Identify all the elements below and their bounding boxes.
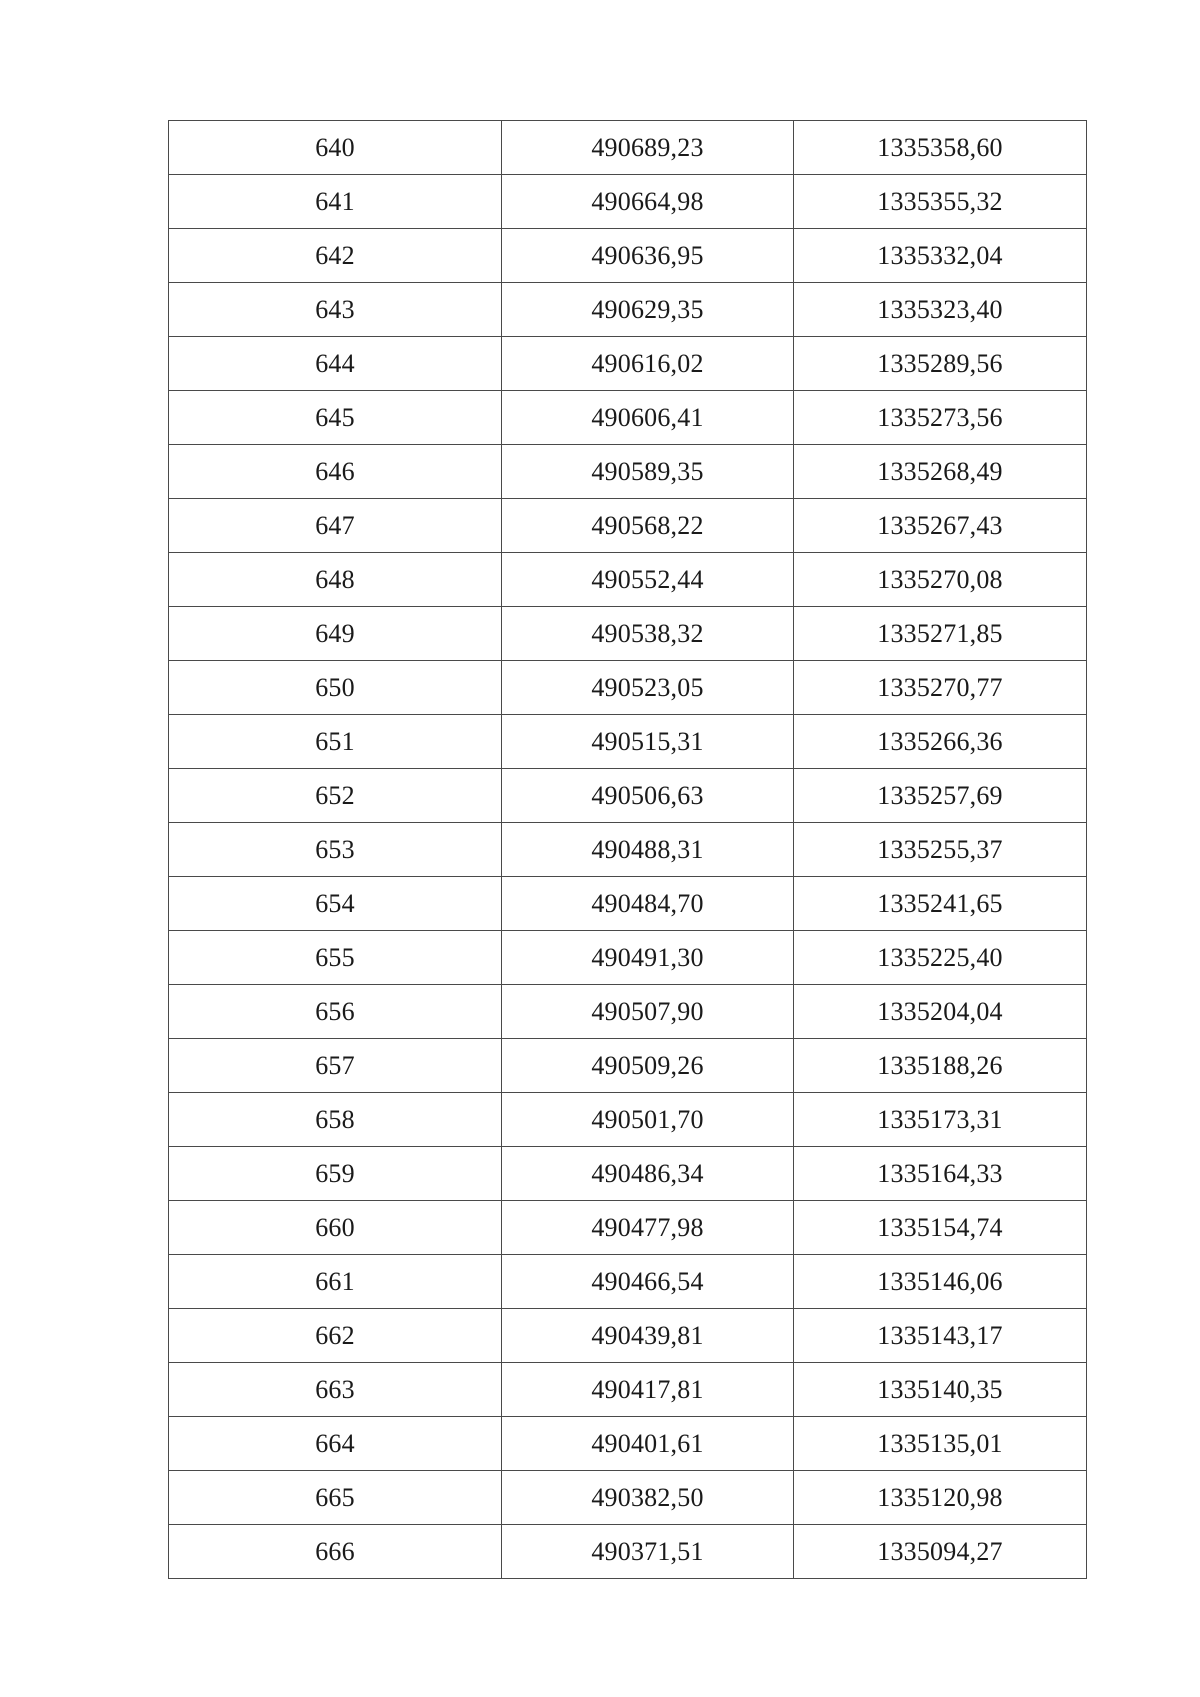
point-number-cell: 649 [169,607,502,661]
coordinates-table-body [169,121,1087,1579]
x-coordinate-cell: 490382,50 [502,1471,794,1525]
point-number-cell: 661 [169,1255,502,1309]
x-coordinate-cell: 490589,35 [502,445,794,499]
table-row [169,769,1087,823]
point-number-cell: 658 [169,1093,502,1147]
x-coordinate-cell: 490484,70 [502,877,794,931]
point-number-cell: 663 [169,1363,502,1417]
point-number-cell: 644 [169,337,502,391]
point-number-cell: 655 [169,931,502,985]
table-row [169,823,1087,877]
table-row [169,121,1087,175]
x-coordinate-cell: 490629,35 [502,283,794,337]
y-coordinate-cell: 1335225,40 [794,931,1087,985]
point-number-cell: 659 [169,1147,502,1201]
x-coordinate-cell: 490664,98 [502,175,794,229]
point-number-cell: 652 [169,769,502,823]
x-coordinate-cell: 490401,61 [502,1417,794,1471]
y-coordinate-cell: 1335270,77 [794,661,1087,715]
y-coordinate-cell: 1335289,56 [794,337,1087,391]
x-coordinate-cell: 490488,31 [502,823,794,877]
y-coordinate-cell: 1335332,04 [794,229,1087,283]
y-coordinate-cell: 1335094,27 [794,1525,1087,1579]
table-row [169,1363,1087,1417]
x-coordinate-cell: 490507,90 [502,985,794,1039]
table-row [169,1471,1087,1525]
x-coordinate-cell: 490417,81 [502,1363,794,1417]
point-number-cell: 643 [169,283,502,337]
point-number-cell: 648 [169,553,502,607]
point-number-cell: 646 [169,445,502,499]
x-coordinate-cell: 490552,44 [502,553,794,607]
table-row [169,445,1087,499]
point-number-cell: 640 [169,121,502,175]
table-row [169,931,1087,985]
table-row [169,337,1087,391]
y-coordinate-cell: 1335146,06 [794,1255,1087,1309]
point-number-cell: 641 [169,175,502,229]
point-number-cell: 653 [169,823,502,877]
table-row [169,661,1087,715]
point-number-cell: 665 [169,1471,502,1525]
y-coordinate-cell: 1335188,26 [794,1039,1087,1093]
y-coordinate-cell: 1335271,85 [794,607,1087,661]
y-coordinate-cell: 1335204,04 [794,985,1087,1039]
point-number-cell: 657 [169,1039,502,1093]
x-coordinate-cell: 490439,81 [502,1309,794,1363]
point-number-cell: 654 [169,877,502,931]
x-coordinate-cell: 490486,34 [502,1147,794,1201]
y-coordinate-cell: 1335355,32 [794,175,1087,229]
x-coordinate-cell: 490689,23 [502,121,794,175]
point-number-cell: 651 [169,715,502,769]
y-coordinate-cell: 1335241,65 [794,877,1087,931]
table-row [169,499,1087,553]
y-coordinate-cell: 1335120,98 [794,1471,1087,1525]
point-number-cell: 647 [169,499,502,553]
table-row [169,985,1087,1039]
table-row [169,1201,1087,1255]
x-coordinate-cell: 490371,51 [502,1525,794,1579]
y-coordinate-cell: 1335255,37 [794,823,1087,877]
y-coordinate-cell: 1335154,74 [794,1201,1087,1255]
y-coordinate-cell: 1335135,01 [794,1417,1087,1471]
table-row [169,283,1087,337]
x-coordinate-cell: 490506,63 [502,769,794,823]
coordinates-table [168,120,1087,1579]
y-coordinate-cell: 1335140,35 [794,1363,1087,1417]
y-coordinate-cell: 1335268,49 [794,445,1087,499]
x-coordinate-cell: 490515,31 [502,715,794,769]
x-coordinate-cell: 490491,30 [502,931,794,985]
table-row [169,1147,1087,1201]
table-row [169,175,1087,229]
point-number-cell: 660 [169,1201,502,1255]
x-coordinate-cell: 490509,26 [502,1039,794,1093]
x-coordinate-cell: 490636,95 [502,229,794,283]
point-number-cell: 662 [169,1309,502,1363]
point-number-cell: 666 [169,1525,502,1579]
y-coordinate-cell: 1335273,56 [794,391,1087,445]
x-coordinate-cell: 490616,02 [502,337,794,391]
table-row [169,391,1087,445]
table-row [169,229,1087,283]
y-coordinate-cell: 1335257,69 [794,769,1087,823]
x-coordinate-cell: 490606,41 [502,391,794,445]
table-row [169,1039,1087,1093]
point-number-cell: 642 [169,229,502,283]
x-coordinate-cell: 490538,32 [502,607,794,661]
x-coordinate-cell: 490477,98 [502,1201,794,1255]
table-row [169,877,1087,931]
point-number-cell: 650 [169,661,502,715]
y-coordinate-cell: 1335358,60 [794,121,1087,175]
table-row [169,607,1087,661]
table-row [169,1417,1087,1471]
x-coordinate-cell: 490466,54 [502,1255,794,1309]
table-row [169,1093,1087,1147]
y-coordinate-cell: 1335173,31 [794,1093,1087,1147]
y-coordinate-cell: 1335323,40 [794,283,1087,337]
y-coordinate-cell: 1335164,33 [794,1147,1087,1201]
table-row [169,715,1087,769]
x-coordinate-cell: 490501,70 [502,1093,794,1147]
y-coordinate-cell: 1335143,17 [794,1309,1087,1363]
point-number-cell: 656 [169,985,502,1039]
y-coordinate-cell: 1335270,08 [794,553,1087,607]
table-row [169,553,1087,607]
point-number-cell: 664 [169,1417,502,1471]
point-number-cell: 645 [169,391,502,445]
y-coordinate-cell: 1335266,36 [794,715,1087,769]
table-row [169,1525,1087,1579]
x-coordinate-cell: 490568,22 [502,499,794,553]
table-row [169,1309,1087,1363]
y-coordinate-cell: 1335267,43 [794,499,1087,553]
table-row [169,1255,1087,1309]
x-coordinate-cell: 490523,05 [502,661,794,715]
